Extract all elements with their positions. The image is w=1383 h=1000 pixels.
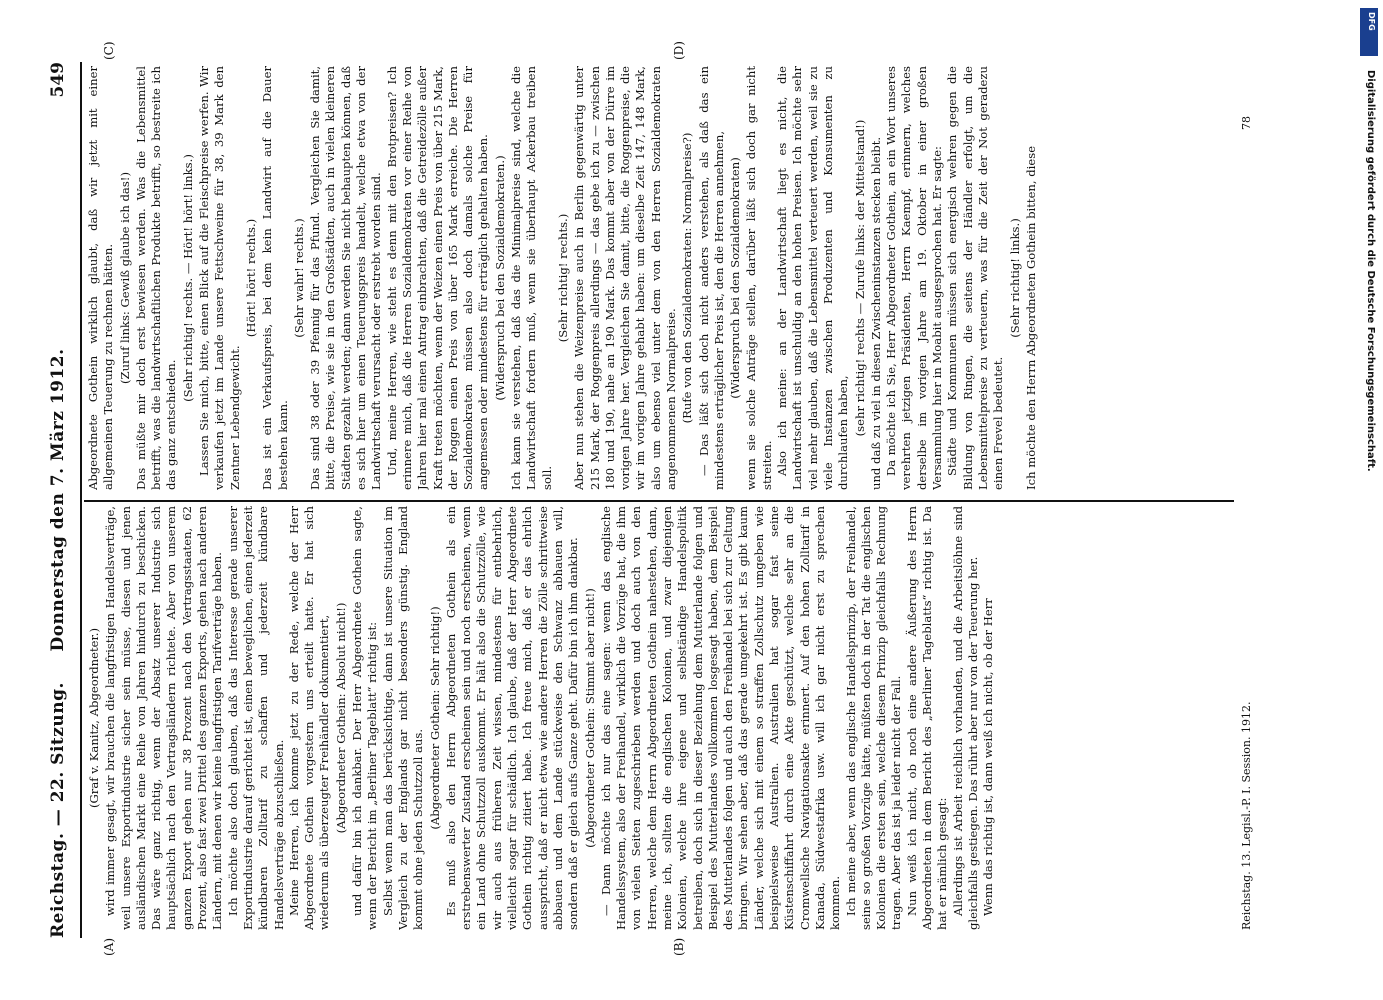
dfg-logo	[1360, 8, 1378, 56]
paragraph: Aber nun stehen die Weizenpreise auch in Berlin gegenwärtig unter 215 Mark, der Roggenpreis allerdings — das gebe ich zu — zwischen 180 und 190, nahe an 190 Mark. Das kommt aber von der Dürre im vorigen Jahre her. Vergleichen Sie damit, bitte, die Roggenpreise, die wir im vorigen Jahre gehabt haben: um dieselbe Zeit 147, 148 Mark, also um ebenso viel unter dem von den Herren Sozialdemokraten angenommenen Normalpreise.	[572, 66, 678, 490]
margin-mark-d: (D)	[672, 41, 686, 60]
interjection: (Sehr richtig! rechts. — Hört! hört! links.)	[180, 154, 195, 402]
interjection: (Sehr richtig! rechts.)	[555, 213, 570, 343]
interjection: (sehr richtig! rechts — Zurufe links: der Mittelstand!)	[852, 119, 867, 437]
paragraph: und daß zu viel in diesen Zwischeninstanzen stecken bleibt.	[868, 136, 883, 490]
margin-mark-a: (A)	[102, 937, 116, 956]
paragraph: Also ich meine: an der Landwirtschaft liegt es nicht, die Landwirtschaft ist unschuldig an den hohen Preisen. Ich möchte sehr viel mehr glauben, daß die Lebensmittel verteuert werden, weil sie zu viele Instanzen zwischen Produzenten und Konsumenten zu durchlaufen haben,	[775, 66, 851, 490]
digitization-note-text: Digitalisierung gefördert durch die Deutsche Forschungsgemeinschaft.	[1365, 70, 1376, 472]
paragraph: wenn sie solche Anträge stellen, darüber läßt sich doch gar nicht streiten.	[744, 66, 774, 490]
header-date: Donnerstag den 7. März 1912.	[48, 348, 68, 652]
interjection: (Widerspruch bei den Sozialdemokraten)	[728, 157, 743, 399]
paragraph: Selbst wenn man das berücksichtige, dann ist unsere Situation im Vergleich zu der Englands gar nicht besonders günstig. England kommt ohne jeden Schutzzoll aus.	[380, 506, 426, 930]
paragraph: Allerdings ist Arbeit reichlich vorhanden, und die Arbeitslöhne sind gleichfalls gestiegen. Das rührt aber nur von der Teuerung her.	[950, 506, 980, 930]
paragraph: Es muß also den Herrn Abgeordneten Gothein als ein erstrebenswerter Zustand erscheinen sein und noch erscheinen, wenn ein Land ohne Schutzzoll auskommt. Er hält also die Schutzzölle, wie wir auch aus früheren Zeit wissen, mindestens für entbehrlich, vielleicht sogar für schädlich. Ich glaube, daß der Herr Abgeordnete Gothein richtig zitiert habe. Ich freue mich, daß er das ehrlich ausspricht, daß er nicht etwa wie andere Herren die Zölle schrittweise abbauen und dem Lande stückweise den Schwanz abhauen will, sondern daß er gleich aufs Ganze geht. Dafür bin ich ihm dankbar.	[443, 506, 581, 930]
interjection: (Widerspruch bei den Sozialdemokraten.)	[492, 155, 507, 401]
paragraph: Ich kann sie verstehen, daß das die Minimalpreise sind, welche die Landwirtschaft fordern muß, wenn sie überhaupt Ackerbau treiben soll.	[509, 66, 554, 490]
paragraph: — Dann möchte ich nur das eine sagen: wenn das englische Handelssystem, also der Freihandel, wirklich die Vorzüge hat, die ihm von vielen Seiten zugeschrieben werden und doch auch von den Herren, welche dem Herrn Abgeordneten Gothein nahestehen, dann, meine ich, sollten die englischen Kolonien, und zwar diejenigen Kolonien, welche ihre eigene und selbständige Handelspolitik betreiben, doch sich in dieser Beziehung dem Mutterlande folgen und Beispiel des Mutterlandes vollkommen losgesagt haben, dem Beispiel des Mutterlandes folgen und auch den Freihandel bei sich zur Geltung bringen. Wir sehen aber, daß das gerade umgekehrt ist. Es gibt kaum Länder, welche sich mit einem so straffen Zollschutz umgeben wie beispielsweise Australien. Australien hat sogar fast seine Küstenschiffahrt durch eine Akte geschützt, welche sehr an die Cromwellsche Navigationsakte erinnert. Auf den hohen Zolltarif in Kanada, Südwestafrika usw. will ich gar nicht erst zu sprechen kommen.	[598, 506, 843, 930]
left-text-column	[86, 506, 1236, 930]
paragraph: Lassen Sie mich, bitte, einen Blick auf die Fleischpreise werfen. Wir verkaufen jetzt im Lande unsere Fettschweine für 38, 39 Mark den Zentner Lebendgewicht.	[197, 66, 242, 490]
right-text-column	[86, 66, 1236, 490]
paragraph: Meine Herren, ich komme jetzt zu der Rede, welche der Herr Abgeordnete Gothein vorgestern uns erteilt hatte. Er hat sich wiederum als überzeugter Freihändler dokumentiert,	[286, 506, 332, 930]
paragraph: Das ist ein Verkaufspreis, bei dem kein Landwirt auf die Dauer bestehen kann.	[260, 66, 290, 490]
paragraph: Abgeordnete Gothein wirklich glaubt, daß wir jetzt mit einer allgemeinen Teuerung zu rechnen hätten.	[86, 66, 116, 490]
page-number: 549	[48, 62, 68, 98]
interjection: (Sehr wahr! rechts.)	[291, 218, 306, 338]
column-divider	[84, 500, 1234, 502]
page-header	[48, 62, 74, 938]
interjection: (Graf v. Kanitz, Abgeordneter.)	[87, 628, 101, 808]
paragraph: und dafür bin ich dankbar. Der Herr Abgeordnete Gothein sagte, wenn der Bericht im „Berliner Tageblatt“ richtig ist:	[350, 506, 380, 930]
interjection: (Zuruf links: Gewiß glaube ich das!)	[117, 172, 132, 384]
sheet-signature: 78	[1240, 116, 1253, 130]
interjection: (Abgeordneter Gothein: Stimmt aber nicht!)	[582, 588, 597, 848]
paragraph: Das müßte mir doch erst bewiesen werden. Was die Lebensmittel betrifft, was die landwirtschaftlichen Produkte betrifft, so bestreite ich das ganz entschieden.	[133, 66, 179, 490]
page-footer: Reichstag. 13. Legisl.-P. I. Session. 1912.	[1240, 701, 1253, 930]
interjection: (Rufe von den Sozialdemokraten: Normalpreise?)	[680, 132, 695, 424]
dfg-logo-text: DFG	[1367, 12, 1376, 31]
paragraph: Ich möchte also doch glauben, daß das Interesse gerade unserer Exportindustrie darauf gerichtet ist, einen beweglichen, einen jederzeit kündbaren Zolltarif zu schaffen und jederzeit kündbare Handelsverträge abzuschließen.	[225, 506, 286, 930]
paragraph: Nun weiß ich nicht, ob noch eine andere Äußerung des Herrn Abgeordneten in dem Bericht des „Berliner Tageblatts“ richtig ist. Da hat er nämlich gesagt:	[904, 506, 950, 930]
margin-mark-b: (B)	[672, 937, 686, 956]
interjection: (Hört! hört! rechts.)	[243, 218, 258, 338]
paragraph: wird immer gesagt, wir brauchen die langfristigen Handelsverträge, weil unsere Exportindustrie sicher sein müsse, diesen und jenen ausländischen Markt eine Reihe von Jahren hindurch zu beschicken. Das wäre ganz richtig, wenn der Absatz unserer Industrie sich hauptsächlich nach den Vertragsländern richtete. Aber von unserem ganzen Export gehen nur 38 Prozent nach den Vertragsstaaten, 62 Prozent, also fast zwei Drittel des ganzen Exports, gehen nach anderen Ländern, mit denen wir keine langfristigen Tarifverträge haben.	[103, 506, 225, 930]
paragraph: Wenn das richtig ist, dann weiß ich nicht, ob der Herr	[981, 598, 996, 916]
interjection: (Abgeordneter Gothein: Absolut nicht!)	[333, 602, 348, 834]
paragraph: — Das läßt sich doch nicht anders verstehen, als daß das ein mindestens erträglicher Preis ist, den die Herren annehmen,	[696, 66, 726, 490]
paragraph: Das sind 38 oder 39 Pfennig für das Pfund. Vergleichen Sie damit, bitte, die Preise, wie sie in den Großstädten, auch in vielen kleineren Städten gezahlt werden; dann werden Sie nicht behaupten können, daß es sich hier um einen Teuerungspreis handelt, welche etwa von der Landwirtschaft verursacht oder erstrebt worden sind.	[308, 66, 384, 490]
paragraph: Und, meine Herren, wie steht es denn mit den Brotpreisen? Ich erinnere mich, daß die Herren Sozialdemokraten vor einer Reihe von Jahren hier mal einen Antrag einbrachten, daß die Getreidezölle außer Kraft treten möchten, wenn der Weizen einen Preis von über 215 Mark, der Roggen einen Preis von über 165 Mark erreiche. Die Herren Sozialdemokraten müssen also doch damals solche Preise für angemessen oder mindestens für erträglich gehalten haben.	[384, 66, 491, 490]
paragraph: Da möchte ich Sie, Herr Abgeordneter Gothein, an ein Wort unseres verehrten jetzigen Präsidenten, Herrn Kaempf, erinnern, welches derselbe im vorigen Jahre am 19. Oktober in einer großen Versammlung hier in Moabit ausgesprochen hat. Er sagte:	[884, 66, 945, 490]
margin-mark-c: (C)	[102, 41, 116, 60]
interjection: (Sehr richtig! links.)	[1007, 218, 1022, 338]
paragraph: Ich meine aber, wenn das englische Handelsprinzip, der Freihandel, seine so großen Vorzüge hätte, müßten doch in der Tat die englischen Kolonien die ersten sein, welche diesem Prinzip gleichfalls Rechnung tragen. Aber das ist ja leider nicht der Fall.	[843, 506, 904, 930]
header-session: Reichstag. — 22. Sitzung.	[48, 682, 68, 938]
digitization-note	[1362, 70, 1376, 940]
header-rule	[80, 62, 82, 938]
paragraph: Städte und Kommunen müssen sich energisch wehren gegen die Bildung von Ringen, die seitens der Händler erfolgt, um die Lebensmittelpreise zu verteuern, was für die Zeit der Not geradezu einen Frevel bedeutet.	[945, 66, 1006, 490]
paragraph: Ich möchte den Herrn Abgeordneten Gothein bitten, diese	[1023, 145, 1038, 490]
interjection: (Abgeordneter Gothein: Sehr richtig!)	[427, 606, 442, 830]
